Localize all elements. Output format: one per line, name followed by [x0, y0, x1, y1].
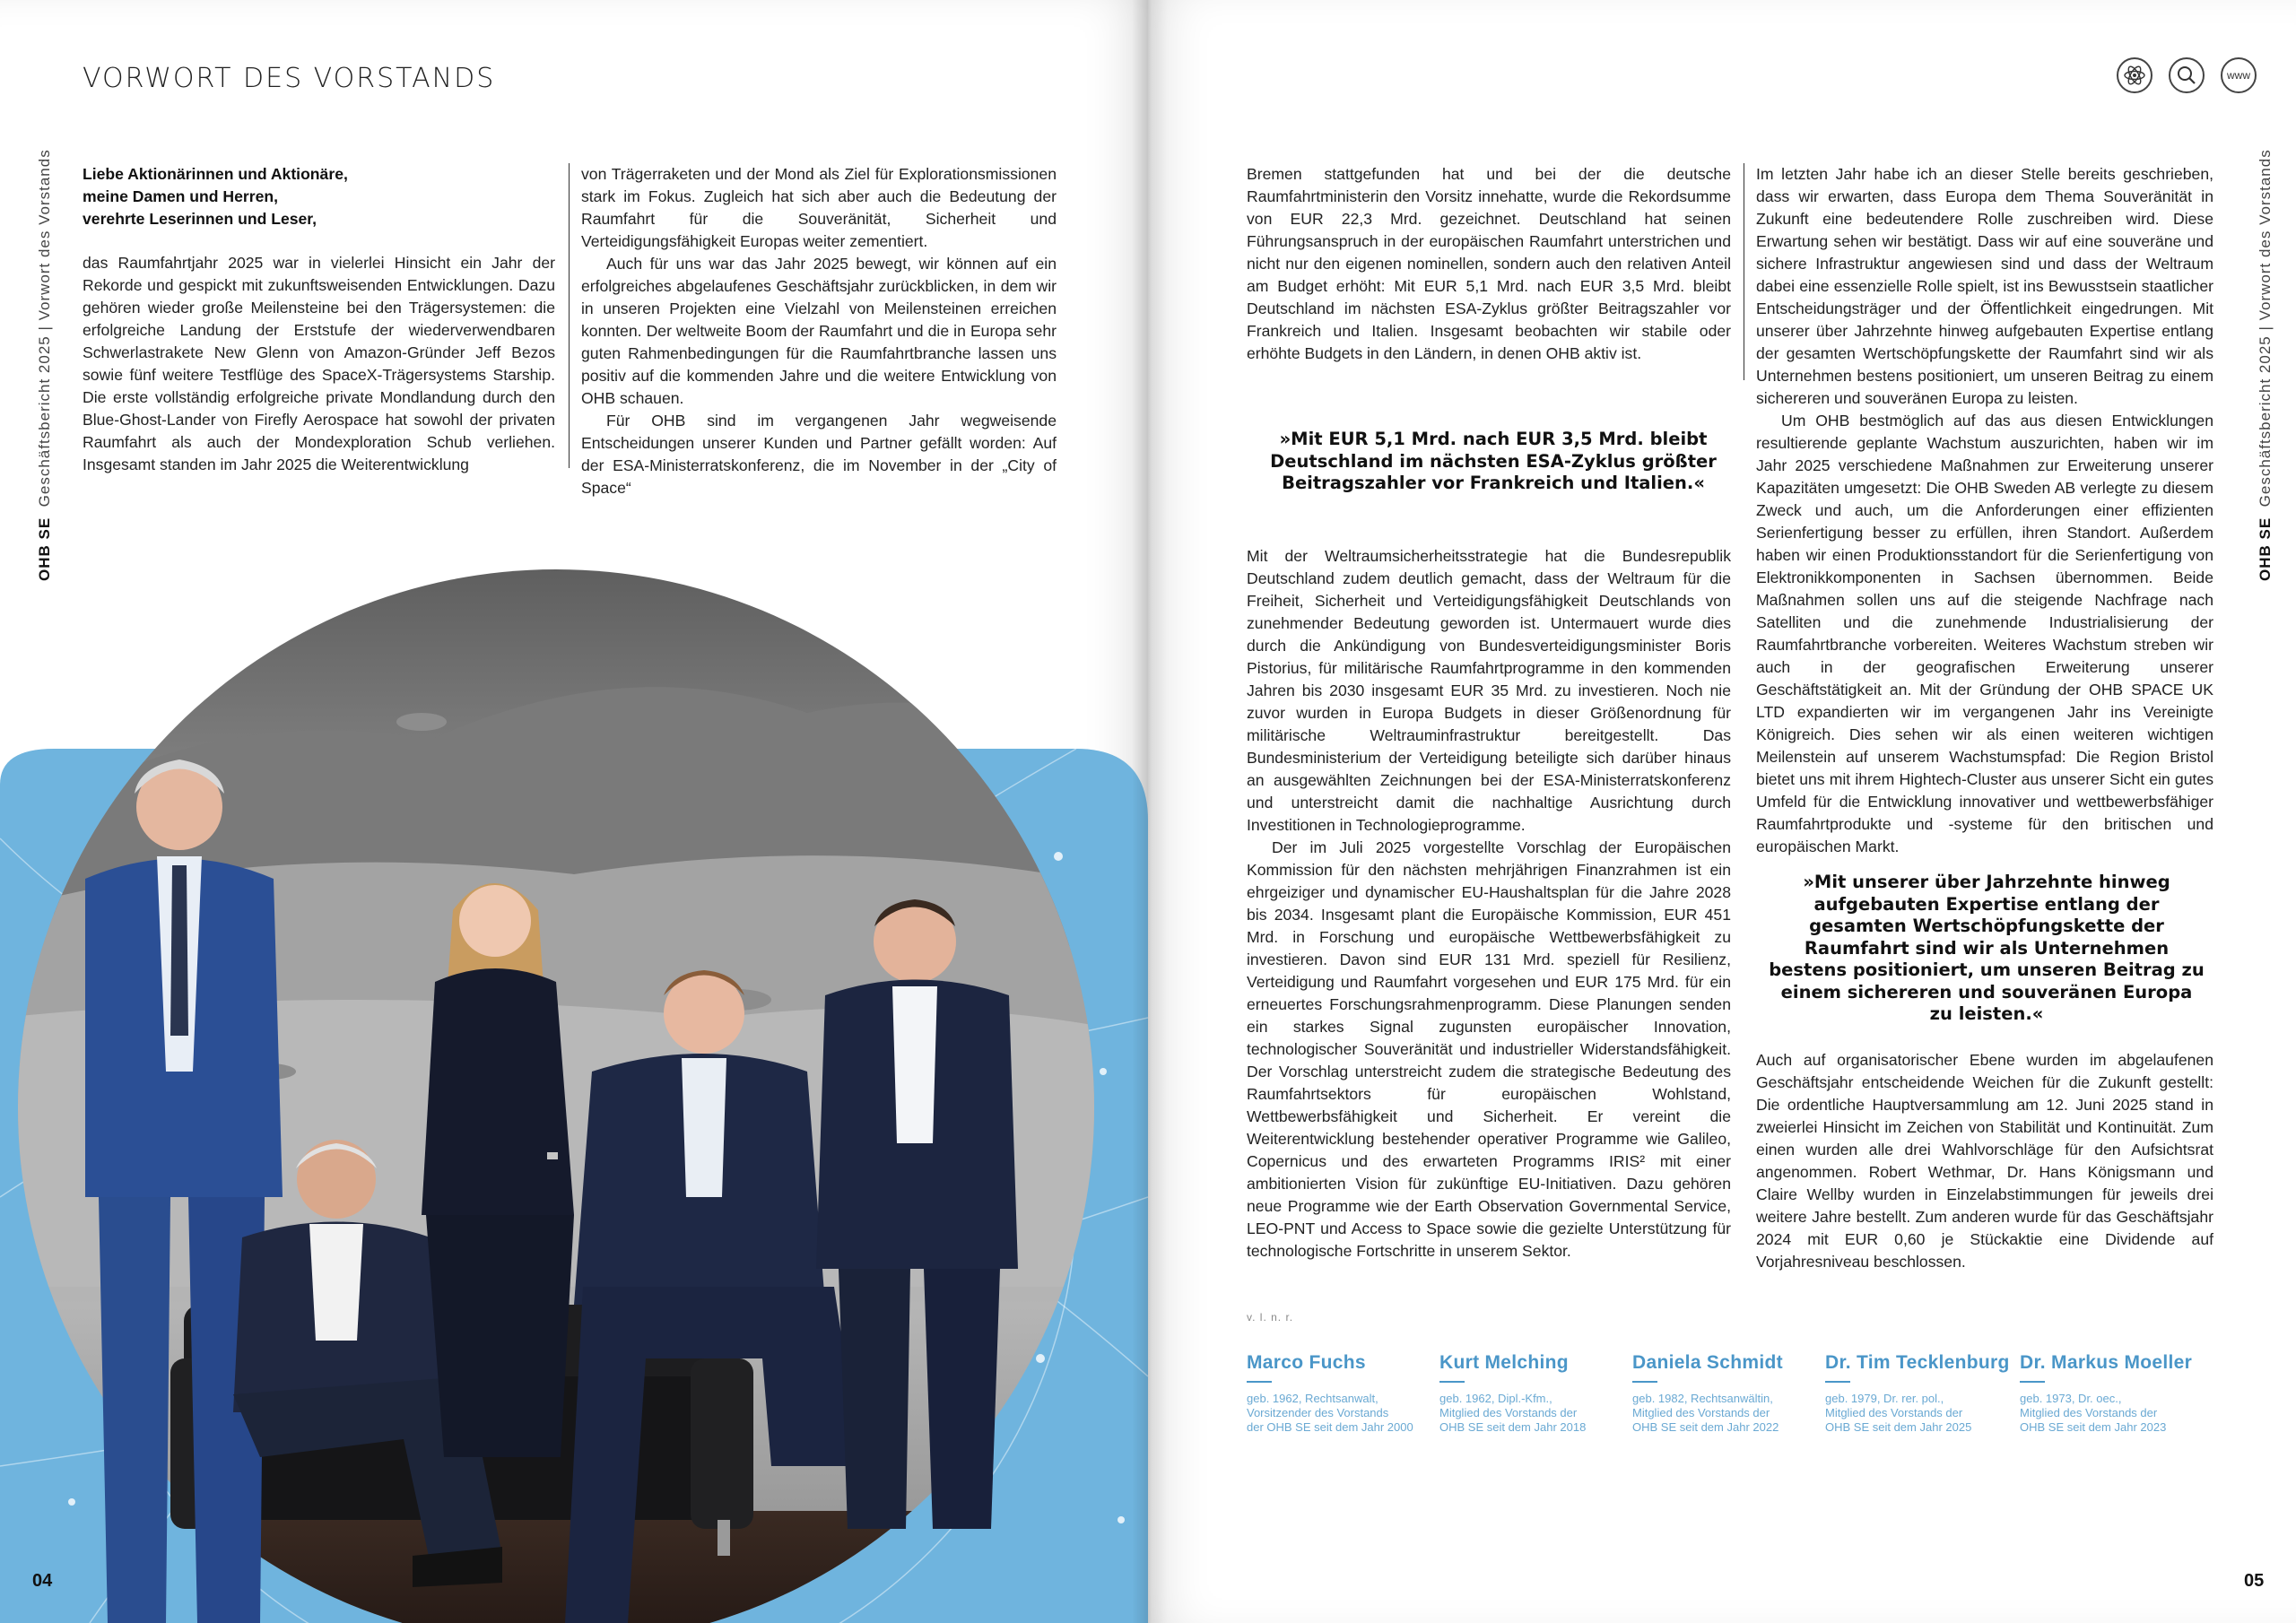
desc-line: Mitglied des Vorstands der [1825, 1406, 1963, 1419]
body-paragraph: Auch auf organisatorischer Ebene wurden im abgelaufenen Geschäftsjahr entscheidende Weichen für die Zukunft gestellt: Die ordentliche Hauptversammlung am 12. Juni 2025 stand in zweierlei Hinsicht im Zeichen von Stabilität und Kontinuität. Zum einen wurden alle drei Wahlvorschläge für den Aufsichtsrat angenommen. Robert Wethmar, Dr. Hans Königsmann und Claire Wellby wurden in Einzelabstimmungen für jeweils drei weitere Jahre bestellt. Zum anderen wurde für das Geschäftsjahr 2024 mit EUR 0,60 je Stückaktie eine Dividende auf Vorjahresniveau beschlossen. [1756, 1051, 2213, 1271]
body-paragraph: Bremen stattgefunden hat und bei der die deutsche Raumfahrtministerin den Vorsitz innehatte, wurde die Rekordsumme von EUR 22,3 Mrd. gezeichnet. Deutschland hat seinen Führungsanspruch in der europäischen Raumfahrt unterstrichen und nicht nur den eigenen nominellen, sondern auch den relativen Anteil am Budget erhöht: Mit EUR 5,1 Mrd. nach EUR 3,5 Mrd. bleibt Deutschland im nächsten ESA-Zyklus größter Beitragszahler vor Frankreich und Italien. Insgesamt beobachten wir stabile oder erhöhte Budgets in den Ländern, in denen OHB aktiv ist. [1247, 165, 1731, 362]
board-member-desc [2020, 1392, 2213, 1435]
accent-rule [1632, 1381, 1657, 1383]
greeting-line: verehrte Leserinnen und Leser, [83, 210, 317, 228]
atom-icon[interactable] [2117, 57, 2152, 93]
board-member-desc [1247, 1392, 1435, 1435]
www-icon[interactable] [2221, 57, 2257, 93]
vertical-running-label [2257, 149, 2274, 581]
text-column-1 [83, 163, 555, 476]
column-divider [569, 163, 570, 468]
board-member-name: Daniela Schmidt [1632, 1352, 1783, 1373]
desc-line: OHB SE seit dem Jahr 2022 [1632, 1420, 1779, 1434]
desc-line: geb. 1962, Dipl.-Kfm., [1439, 1392, 1552, 1405]
search-icon-glyph [2176, 65, 2197, 86]
desc-line: OHB SE seit dem Jahr 2025 [1825, 1420, 1972, 1434]
board-member-name: Marco Fuchs [1247, 1352, 1366, 1373]
board-member-card [1632, 1352, 1821, 1435]
board-member-card [1825, 1352, 2018, 1435]
accent-rule [2020, 1381, 2045, 1383]
board-member-name: Dr. Markus Moeller [2020, 1352, 2193, 1373]
board-member-name: Kurt Melching [1439, 1352, 1569, 1373]
text-column-2 [581, 163, 1057, 499]
text-column-4b [1756, 1049, 2213, 1273]
section-title: VORWORT DES VORSTANDS [83, 63, 496, 94]
right-page [1148, 0, 2296, 1623]
brand-label: OHB SE [2257, 516, 2274, 581]
board-member-card [1247, 1352, 1435, 1435]
body-paragraph: das Raumfahrtjahr 2025 war in vielerlei Hinsicht ein Jahr der Rekorde und gespickt mit zukunftsweisenden Entwicklungen. Dazu gehören wieder große Meilensteine bei den Trägersystemen: die erfolgreiche Landung der Erststufe der wiederverwendbaren Schwerlastrakete New Glenn von Amazon-Gründer Jeff Bezos sowie fünf weitere Testflüge des SpaceX-Trägersystems Starship. Die erste vollständig erfolgreiche private Mondlandung durch den Blue-Ghost-Lander von Firefly Aerospace hat sowohl der privaten Raumfahrt als auch der Mondexploration Schub verliehen. Insgesamt standen im Jahr 2025 die Weiterentwicklung [83, 254, 555, 473]
desc-line: Mitglied des Vorstands der [1632, 1406, 1770, 1419]
desc-line: geb. 1962, Rechtsanwalt, [1247, 1392, 1378, 1405]
vertical-running-label [36, 149, 54, 581]
board-member-name: Dr. Tim Tecklenburg [1825, 1352, 2010, 1373]
desc-line: geb. 1973, Dr. oec., [2020, 1392, 2122, 1405]
www-label: www [2227, 69, 2250, 82]
body-paragraph: Um OHB bestmöglich auf das aus diesen Entwicklungen resultierende geplante Wachstum auszurichten, haben wir im Jahr 2025 verschiedene Maßnahmen zur Erweiterung unserer Kapazitäten umgesetzt: Die OHB Sweden AB verlegte zu diesem Zweck und auch, um die Anforderungen einer effizienten Serienfertigung besser zu erfüllen, ihren Standort. Außerdem haben wir einen Produktionsstandort für die Serienfertigung von Elektronikkomponenten in Sachsen übernommen. Beide Maßnahmen sollen uns auf die steigende Nachfrage nach Satelliten und die zunehmende Industrialisierung der Raumfahrtbranche vorbereiten. Weiteres Wachstum streben wir auch in der geografischen Erweiterung unserer Geschäftstätigkeit an. Mit der Gründung der OHB SPACE UK LTD expandierten wir im vergangenen Jahr ins Vereinigte Königreich. Dies sehen wir als einen weiteren wichtigen Meilenstein auf unserem Wachstumspfad: Die Region Bristol bietet uns mit ihrem Hightech-Cluster aus unserer Sicht ein gutes Umfeld für die Entwicklung innovativer und wettbewerbsfähiger Raumfahrtprodukte und -systeme für den britischen und europäischen Markt. [1756, 412, 2213, 855]
accent-rule [1825, 1381, 1850, 1383]
gutter-shadow [1132, 0, 1168, 1623]
report-label: Geschäftsbericht 2025 | Vorwort des Vorstands [36, 149, 53, 508]
desc-line: OHB SE seit dem Jahr 2023 [2020, 1420, 2167, 1434]
pull-quote-1: »Mit EUR 5,1 Mrd. nach EUR 3,5 Mrd. bleibt Deutschland im nächsten ESA-Zyklus größter Beitragszahler vor Frankreich und Italien.« [1270, 429, 1717, 493]
pull-quote-2: »Mit unserer über Jahrzehnte hinweg aufgebauten Expertise entlang der gesamten Wertschöpfungskette der Raumfahrt sind wir als Unternehmen bestens positioniert, um unseren Beitrag zu einem sichereren und souveränen Europa zu leisten.« [1769, 872, 2205, 1024]
desc-line: geb. 1979, Dr. rer. pol., [1825, 1392, 1944, 1405]
text-column-4 [1756, 163, 2213, 858]
body-paragraph: Im letzten Jahr habe ich an dieser Stelle bereits geschrieben, dass wir erwarten, dass Europa dem Thema Souveränität in Zukunft eine bedeutendere Rolle zuschreiben wird. Diese Erwartung sehen wir bestätigt. Dass wir auf eine souveräne und sichere Infrastruktur angewiesen sind und dass der Weltraum dabei eine essenzielle Rolle spielt, ist ins Bewusstsein staatlicher Entscheidungsträger und der Öffentlichkeit eingedrungen. Mit unserer über Jahrzehnte hinweg aufgebauten Expertise entlang der gesamten Wertschöpfungskette der Raumfahrt sind wir als Unternehmen bestens positioniert, um unseren Beitrag zu einem sichereren und souveränen Europa zu leisten. [1756, 165, 2213, 407]
greeting-line: Liebe Aktionärinnen und Aktionäre, [83, 165, 348, 183]
desc-line: Vorsitzender des Vorstands [1247, 1406, 1389, 1419]
accent-rule [1439, 1381, 1465, 1383]
board-member-desc [1439, 1392, 1628, 1435]
accent-rule [1247, 1381, 1272, 1383]
board-member-card [1439, 1352, 1628, 1435]
board-member-desc [1825, 1392, 2018, 1435]
body-paragraph: Der im Juli 2025 vorgestellte Vorschlag der Europäischen Kommission für den nächsten mehrjährigen Finanzrahmen ist ein ehrgeiziger und dynamischer EU-Haushaltsplan für die Jahre 2028 bis 2034. Insgesamt plant die Europäische Kommission, EUR 451 Mrd. in Forschung und europäische Wettbewerbsfähigkeit zu investieren. Davon sind EUR 131 Mrd. speziell für Resilienz, Verteidigung und Raumfahrt vorgesehen und EUR 175 Mrd. für ein erneuertes Forschungsrahmenprogramm. Diese Planungen senden ein starkes Signal zugunsten europäischer Innovation, technologischer Souveränität und industrieller Widerstandsfähigkeit. Der Vorschlag unterstreicht zudem die strategische Bedeutung des Raumfahrtsektors für europäischen Wohlstand, Wettbewerbsfähigkeit und Sicherheit. Er vereint die Weiterentwicklung bestehender operativer Programme wie Galileo, Copernicus und des erwarteten Programms IRIS² mit einer ambitionierten Vision für zukünftige EU-Initiativen. Dazu gehören neue Programme wie der Earth Observation Governmental Service, LEO-PNT und Access to Space sowie die gezielte Unterstützung für technologische Fortschritte in unserem Sektor. [1247, 838, 1731, 1260]
body-paragraph: Für OHB sind im vergangenen Jahr wegweisende Entscheidungen unserer Kunden und Partner gefällt worden: Auf der ESA-Ministerratskonferenz, die im November in der „City of Space“ [581, 412, 1057, 497]
greeting-line: meine Damen und Herren, [83, 187, 279, 205]
atom-icon-glyph [2123, 64, 2146, 87]
search-icon[interactable] [2169, 57, 2205, 93]
board-member-card [2020, 1352, 2213, 1435]
page-number: 05 [2244, 1571, 2265, 1591]
caption-order: v. l. n. r. [1247, 1311, 1294, 1324]
brand-label: OHB SE [36, 516, 53, 581]
body-paragraph: Auch für uns war das Jahr 2025 bewegt, wir können auf ein erfolgreiches abgelaufenes Geschäftsjahr zurückblicken, in dem wir in unseren Projekten eine Vielzahl von Meilensteinen erreichen konnten. Der weltweite Boom der Raumfahrt und die in Europa sehr guten Rahmenbedingungen für die Raumfahrtbranche lassen uns positiv auf die kommenden Jahre und die weitere Entwicklung von OHB schauen. [581, 255, 1057, 407]
text-column-3b [1247, 545, 1731, 1263]
board-photo-illustration [0, 569, 1148, 1623]
desc-line: Mitglied des Vorstands der [2020, 1406, 2158, 1419]
board-member-desc [1632, 1392, 1821, 1435]
desc-line: OHB SE seit dem Jahr 2018 [1439, 1420, 1587, 1434]
body-paragraph: von Trägerraketen und der Mond als Ziel für Explorationsmissionen stark im Fokus. Zugleich hat sich aber auch die Bedeutung der Raumfahrt für die Souveränität, Sicherheit und Verteidigungsfähigkeit Europas weiter zementiert. [581, 165, 1057, 250]
report-label: Geschäftsbericht 2025 | Vorwort des Vorstands [2257, 149, 2274, 508]
body-paragraph: Mit der Weltraumsicherheitsstrategie hat die Bundesrepublik Deutschland zudem deutlich gemacht, dass der Weltraum für die Freiheit, Sicherheit und Verteidigungsfähigkeit Deutschlands von zunehmender Bedeutung geworden ist. Untermauert wurde dies durch die Ankündigung von Bundesverteidigungsminister Boris Pistorius, für militärische Raumfahrtprogramme in den kommenden Jahren bis 2030 insgesamt EUR 35 Mrd. zu investieren. Noch nie zuvor wurden in Europa Budgets in dieser Größenordnung für militärische Weltrauminfrastruktur bereitgestellt. Das Bundesministerium der Verteidigung beteiligte sich darüber hinaus an ausgewählten Zeichnungen bei der ESA-Ministerratskonferenz und unterstreicht damit die nachhaltige Ausrichtung durch Investitionen in Technologieprogramme. [1247, 547, 1731, 834]
greeting [83, 163, 555, 230]
desc-line: geb. 1982, Rechtsanwältin, [1632, 1392, 1773, 1405]
desc-line: der OHB SE seit dem Jahr 2000 [1247, 1420, 1413, 1434]
desc-line: Mitglied des Vorstands der [1439, 1406, 1578, 1419]
text-column-3 [1247, 163, 1731, 365]
board-photo [0, 569, 1148, 1623]
page-number: 04 [32, 1571, 53, 1591]
